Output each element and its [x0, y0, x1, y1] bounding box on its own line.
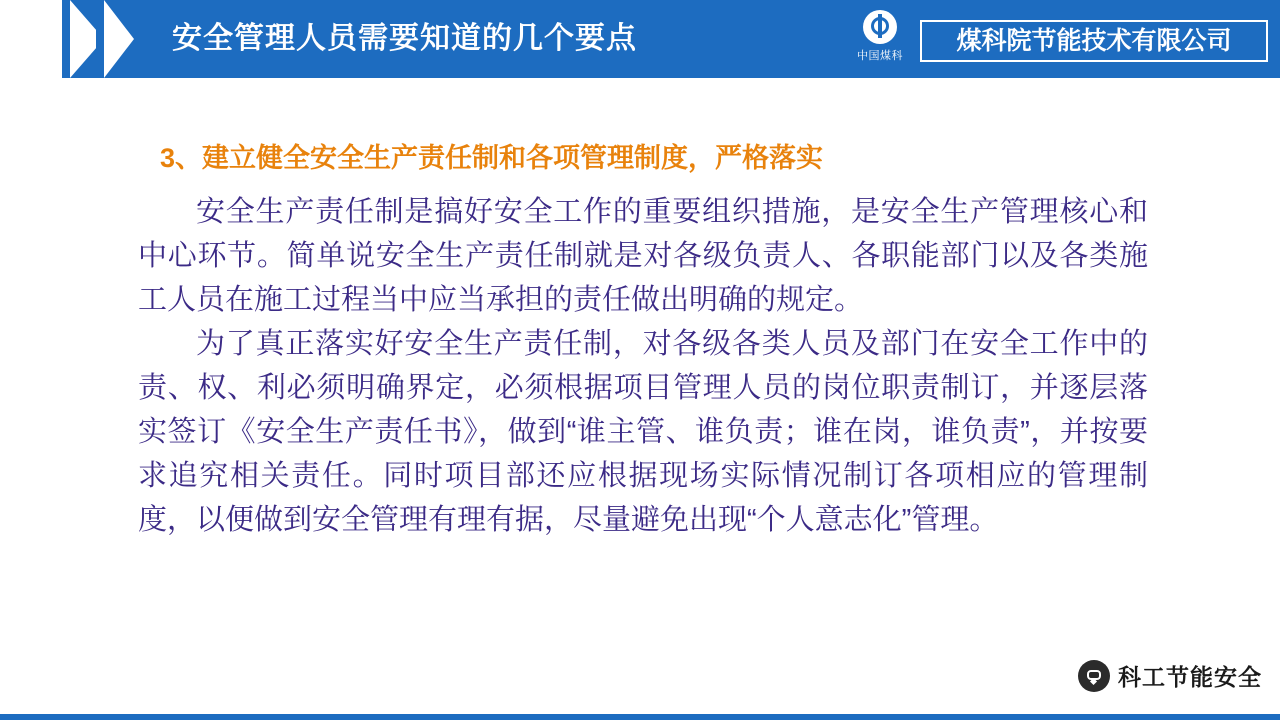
body-text-block: [138, 190, 1148, 542]
chevron-decoration-4-icon: [104, 0, 134, 78]
section-heading: 3、建立健全安全生产责任制和各项管理制度，严格落实: [160, 143, 824, 173]
header-left-white-block: [0, 0, 62, 78]
page-title: 安全管理人员需要知道的几个要点: [172, 22, 637, 55]
paragraph-2: 为了真正落实好安全生产责任制，对各级各类人员及部门在安全工作中的责、权、利必须明确界定，必须根据项目管理人员的岗位职责制订，并逐层落实签订《安全生产责任书》，做到“谁主管、谁负责；谁在岗，谁负责”，并按要求追究相关责任。同时项目部还应根据现场实际情况制订各项相应的管理制度，以便做到安全管理有理有据，尽量避免出现“个人意志化”管理。: [138, 328, 1148, 536]
watermark: [1078, 659, 1262, 692]
slide-body: [0, 78, 1280, 720]
paragraph-1: 安全生产责任制是搞好安全工作的重要组织措施，是安全生产管理核心和中心环节。简单说安全生产责任制就是对各级负责人、各职能部门以及各类施工人员在施工过程当中应当承担的责任做出明确的规定。: [138, 196, 1148, 316]
coal-science-logo-icon: [863, 10, 897, 44]
slide-header-bar: [0, 0, 1280, 78]
brand-logo: [845, 10, 915, 68]
wechat-official-account-icon: [1078, 660, 1110, 692]
watermark-label: 科工节能安全: [1118, 664, 1262, 690]
bottom-accent-strip: [0, 714, 1280, 720]
brand-logo-label: 中国煤科: [857, 50, 903, 62]
company-name-badge: 煤科院节能技术有限公司: [920, 20, 1268, 62]
